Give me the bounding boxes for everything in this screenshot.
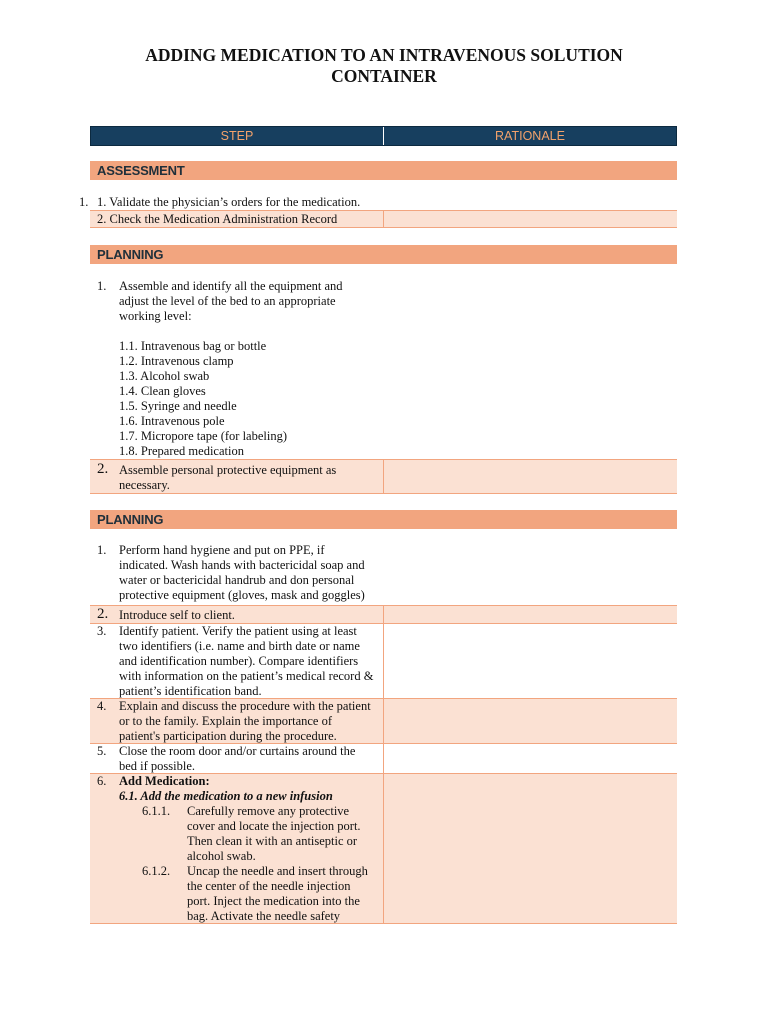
text-line: indicated. Wash hands with bactericidal soap and: [119, 558, 365, 572]
step-cell: [90, 606, 384, 623]
text-line: Close the room door and/or curtains around the: [119, 744, 356, 758]
table-header: [90, 126, 677, 146]
impl-item-3: [119, 624, 381, 699]
impl-item-5: [119, 744, 381, 774]
planning-item-1-number: 1.: [97, 279, 107, 293]
text-line: Carefully remove any protective: [187, 804, 350, 818]
equipment-list: [119, 339, 389, 459]
title-line-2: CONTAINER: [331, 66, 437, 86]
list-item: 1.5. Syringe and needle: [119, 399, 237, 413]
step-cell: [90, 211, 384, 227]
table-row: [90, 210, 677, 228]
sub-6-1-2: [187, 864, 382, 924]
step-cell: [90, 699, 384, 743]
table-row: [90, 744, 677, 774]
text-line: Assemble personal protective equipment as: [119, 463, 337, 477]
planning-item-2: [119, 463, 381, 493]
text-line: the center of the needle injection: [187, 879, 351, 893]
impl-item-2-number: 2.: [97, 606, 109, 622]
list-item: 1.4. Clean gloves: [119, 384, 206, 398]
page-title: [0, 45, 768, 87]
text-line: or to the family. Explain the importance of: [119, 714, 333, 728]
rationale-column-header: RATIONALE: [495, 129, 565, 143]
text-line: patient's participation during the procedure.: [119, 729, 337, 743]
text-line: Uncap the needle and insert through: [187, 864, 368, 878]
impl-item-3-number: 3.: [97, 624, 107, 638]
text-line: adjust the level of the bed to an appropriate: [119, 294, 336, 308]
impl-item-1-number: 1.: [97, 543, 107, 557]
list-item: 1.2. Intravenous clamp: [119, 354, 234, 368]
assessment-item-2: 2. Check the Medication Administration Record: [97, 212, 338, 226]
rationale-cell: [384, 744, 677, 773]
step-column-header: STEP: [91, 127, 384, 145]
rationale-cell: [384, 211, 677, 227]
text-line: Then clean it with an antiseptic or: [187, 834, 358, 848]
text-line: cover and locate the injection port.: [187, 819, 361, 833]
rationale-cell: [384, 606, 677, 623]
text-line: patient’s identification band.: [119, 684, 262, 698]
section-planning: PLANNING: [90, 245, 677, 264]
step-cell: [90, 744, 384, 773]
text-line: protective equipment (gloves, mask and goggles): [119, 588, 365, 602]
impl-item-4: [119, 699, 381, 744]
text-line: with information on the patient’s medical record &: [119, 669, 374, 683]
text-line: Introduce self to client.: [119, 608, 235, 622]
sub-6-1-1: [187, 804, 382, 864]
text-line: Assemble and identify all the equipment and: [119, 279, 343, 293]
rationale-cell: [384, 460, 677, 493]
title-line-1: ADDING MEDICATION TO AN INTRAVENOUS SOLUTION: [145, 45, 623, 65]
list-item: 1.7. Micropore tape (for labeling): [119, 429, 287, 443]
impl-item-2: [119, 608, 381, 623]
text-line: bed if possible.: [119, 759, 196, 773]
text-line: Explain and discuss the procedure with the patient: [119, 699, 371, 713]
impl-item-1: [119, 543, 389, 603]
impl-item-6-subtitle: 6.1. Add the medication to a new infusion: [119, 789, 333, 803]
text-line: working level:: [119, 309, 192, 323]
step-cell: [90, 460, 384, 493]
list-item: 1.3. Alcohol swab: [119, 369, 210, 383]
step-cell: [90, 624, 384, 698]
impl-item-6-number: 6.: [97, 774, 107, 788]
planning-item-2-number: 2.: [97, 461, 109, 477]
section-assessment: ASSESSMENT: [90, 161, 677, 180]
text-line: Identify patient. Verify the patient using at least: [119, 624, 357, 638]
sub-6-1-1-number: 6.1.1.: [142, 804, 171, 818]
rationale-cell: [384, 774, 677, 923]
table-row: [90, 699, 677, 744]
section-planning-2: PLANNING: [90, 510, 677, 529]
impl-item-6-title: Add Medication:: [119, 774, 210, 788]
rationale-cell: [384, 624, 677, 698]
list-item: 1.8. Prepared medication: [119, 444, 244, 458]
text-line: and identification number). Compare identifiers: [119, 654, 359, 668]
table-row: [90, 774, 677, 924]
assessment-item-1-marker: 1.: [79, 195, 89, 209]
list-item: 1.1. Intravenous bag or bottle: [119, 339, 267, 353]
list-item: 1.6. Intravenous pole: [119, 414, 225, 428]
table-row: [90, 624, 677, 699]
rationale-cell: [384, 699, 677, 743]
text-line: necessary.: [119, 478, 170, 492]
planning-item-1: [119, 279, 389, 324]
table-row: [90, 605, 677, 624]
sub-6-1-2-number: 6.1.2.: [142, 864, 171, 878]
impl-item-5-number: 5.: [97, 744, 107, 758]
impl-item-4-number: 4.: [97, 699, 107, 713]
text-line: alcohol swab.: [187, 849, 256, 863]
text-line: port. Inject the medication into the: [187, 894, 360, 908]
text-line: water or bactericidal handrub and don personal: [119, 573, 355, 587]
text-line: Perform hand hygiene and put on PPE, if: [119, 543, 325, 557]
text-line: two identifiers (i.e. name and birth date or name: [119, 639, 360, 653]
text-line: bag. Activate the needle safety: [187, 909, 341, 923]
assessment-item-1: 1. Validate the physician’s orders for the medication.: [97, 195, 361, 209]
step-cell: [90, 774, 384, 923]
table-row: [90, 459, 677, 494]
